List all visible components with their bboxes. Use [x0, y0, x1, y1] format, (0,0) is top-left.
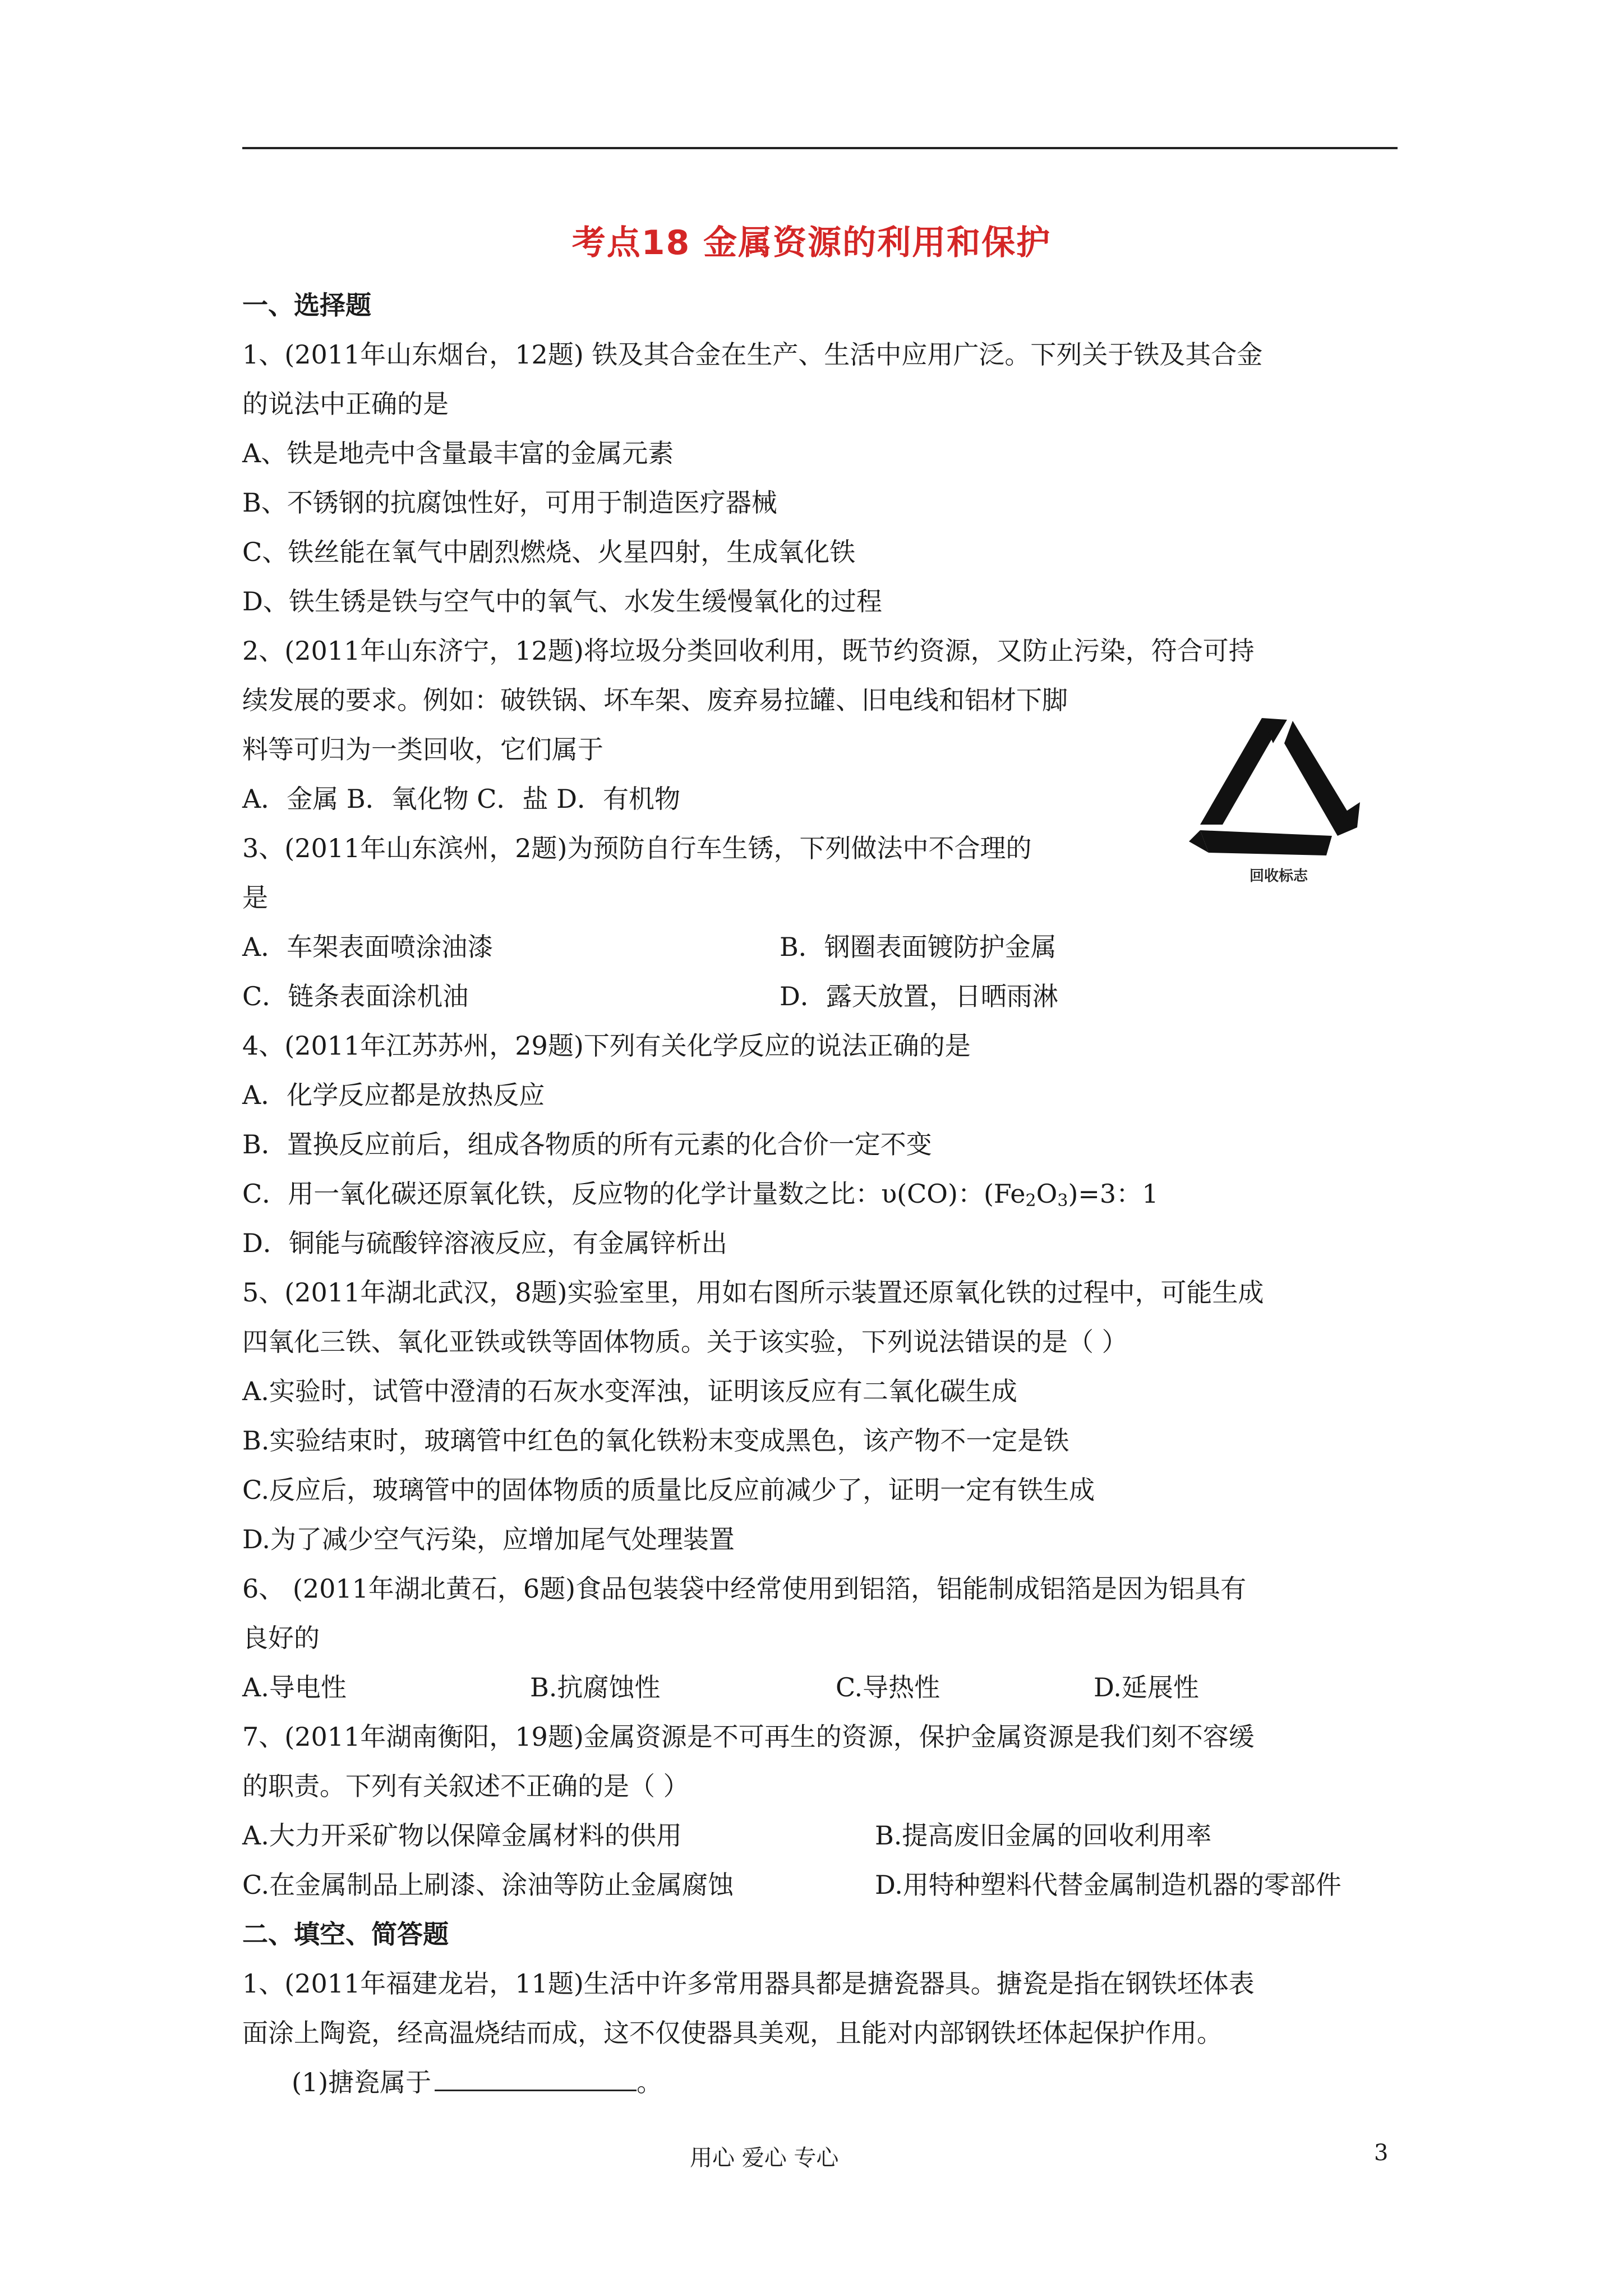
- question-7-option-a: A.大力开采矿物以保障金属材料的供用: [242, 1820, 682, 1851]
- question-1-stem: 1、(2011年山东烟台，12题) 铁及其合金在生产、生活中应用广泛。下列关于铁及其合金: [242, 339, 1263, 370]
- question-7-option-c: C.在金属制品上刷漆、涂油等防止金属腐蚀: [242, 1870, 734, 1900]
- fill-question-1-stem: 1、(2011年福建龙岩，11题)生活中许多常用器具都是搪瓷器具。搪瓷是指在钢铁坯体表: [242, 1968, 1255, 1999]
- answer-blank[interactable]: [435, 2067, 637, 2091]
- fill-question-1-sub1: [292, 2058, 662, 2107]
- recycle-logo-icon: [1178, 687, 1380, 889]
- section-heading-choice: 一、选择题: [242, 290, 371, 320]
- question-3-option-d: D．露天放置，日晒雨淋: [780, 981, 1058, 1011]
- fill-question-1-sub1-label: (1)搪瓷属于: [292, 2067, 432, 2097]
- recycle-logo-caption: 回收标志: [1249, 868, 1308, 885]
- question-3-option-a: A．车架表面喷涂油漆: [242, 932, 494, 962]
- fill-question-1-stem-cont: 面涂上陶瓷，经高温烧结而成，这不仅使器具美观，且能对内部钢铁坯体起保护作用。: [242, 2018, 1223, 2048]
- question-5-option-a: A.实验时，试管中澄清的石灰水变浑浊，证明该反应有二氧化碳生成: [242, 1376, 1017, 1406]
- question-3-option-c: C．链条表面涂机油: [242, 981, 469, 1011]
- fill-question-1-sub1-end: 。: [637, 2067, 663, 2097]
- question-2-options: A．金属 B．氧化物 C．盐 D．有机物: [242, 784, 680, 814]
- question-7-option-b: B.提高废旧金属的回收利用率: [875, 1820, 1212, 1851]
- question-1-option-c: C、铁丝能在氧气中剧烈燃烧、火星四射，生成氧化铁: [242, 537, 856, 567]
- question-7-stem: 7、(2011年湖南衡阳，19题)金属资源是不可再生的资源，保护金属资源是我们刻不容缓: [242, 1722, 1255, 1752]
- question-6-option-b: B.抗腐蚀性: [530, 1672, 661, 1703]
- question-6-stem: 6、 (2011年湖北黄石，6题)食品包装袋中经常使用到铝箔，铝能制成铝箔是因为铝具有: [242, 1573, 1247, 1604]
- question-5-stem: 5、(2011年湖北武汉，8题)实验室里，用如右图所示装置还原氧化铁的过程中，可能生成: [242, 1277, 1264, 1308]
- question-4-option-d: D．铜能与硫酸锌溶液反应，有金属锌析出: [242, 1228, 727, 1258]
- question-4-option-b: B．置换反应前后，组成各物质的所有元素的化合价一定不变: [242, 1129, 932, 1159]
- page-title: 考点18 金属资源的利用和保护: [571, 223, 1052, 263]
- question-6-option-c: C.导热性: [836, 1672, 940, 1703]
- question-7-option-d: D.用特种塑料代替金属制造机器的零部件: [875, 1870, 1341, 1900]
- question-3-stem-cont: 是: [242, 882, 268, 913]
- question-4-option-c-ratio: )=3：1: [1068, 1179, 1159, 1209]
- question-1-option-d: D、铁生锈是铁与空气中的氧气、水发生缓慢氧化的过程: [242, 586, 882, 616]
- question-6-option-d: D.延展性: [1094, 1672, 1199, 1703]
- question-6-option-a: A.导电性: [242, 1672, 347, 1703]
- subscript-3: 3: [1057, 1191, 1068, 1211]
- question-5-option-b: B.实验结束时，玻璃管中红色的氧化铁粉末变成黑色，该产物不一定是铁: [242, 1425, 1069, 1456]
- question-3-stem: 3、(2011年山东滨州，2题)为预防自行车生锈，下列做法中不合理的: [242, 833, 1032, 863]
- question-5-option-c: C.反应后，玻璃管中的固体物质的质量比反应前减少了，证明一定有铁生成: [242, 1475, 1095, 1505]
- header-rule: [242, 147, 1398, 149]
- question-1-option-a: A、铁是地壳中含量最丰富的金属元素: [242, 438, 674, 468]
- page-number: 3: [1374, 2140, 1389, 2166]
- question-1-stem-cont: 的说法中正确的是: [242, 389, 449, 419]
- question-2-stem: 2、(2011年山东济宁，12题)将垃圾分类回收利用，既节约资源，又防止污染，符合可持: [242, 636, 1255, 666]
- question-1-option-b: B、不锈钢的抗腐蚀性好，可用于制造医疗器械: [242, 487, 777, 518]
- subscript-2: 2: [1025, 1191, 1036, 1211]
- question-6-stem-cont: 良好的: [242, 1623, 320, 1653]
- section-heading-fill: 二、填空、简答题: [242, 1919, 449, 1949]
- question-4-option-c-o: O: [1036, 1179, 1058, 1209]
- question-4-stem: 4、(2011年江苏苏州，29题)下列有关化学反应的说法正确的是: [242, 1030, 971, 1061]
- question-4-option-c-text: C．用一氧化碳还原氧化铁，反应物的化学计量数之比：υ(CO)：(Fe: [242, 1179, 1026, 1209]
- footer-motto: 用心 爱心 专心: [690, 2145, 839, 2171]
- question-4-option-a: A．化学反应都是放热反应: [242, 1080, 545, 1110]
- question-2-stem-cont: 续发展的要求。例如：破铁锅、坏车架、废弃易拉罐、旧电线和铝材下脚: [242, 685, 1068, 715]
- question-7-stem-cont: 的职责。下列有关叙述不正确的是（ ）: [242, 1771, 689, 1801]
- question-5-stem-cont: 四氧化三铁、氧化亚铁或铁等固体物质。关于该实验，下列说法错误的是（ ）: [242, 1327, 1128, 1357]
- question-3-option-b: B．钢圈表面镀防护金属: [780, 932, 1057, 962]
- question-2-stem-cont2: 料等可归为一类回收，它们属于: [242, 734, 603, 765]
- question-5-option-d: D.为了减少空气污染，应增加尾气处理装置: [242, 1524, 735, 1554]
- question-4-option-c: [242, 1169, 1158, 1226]
